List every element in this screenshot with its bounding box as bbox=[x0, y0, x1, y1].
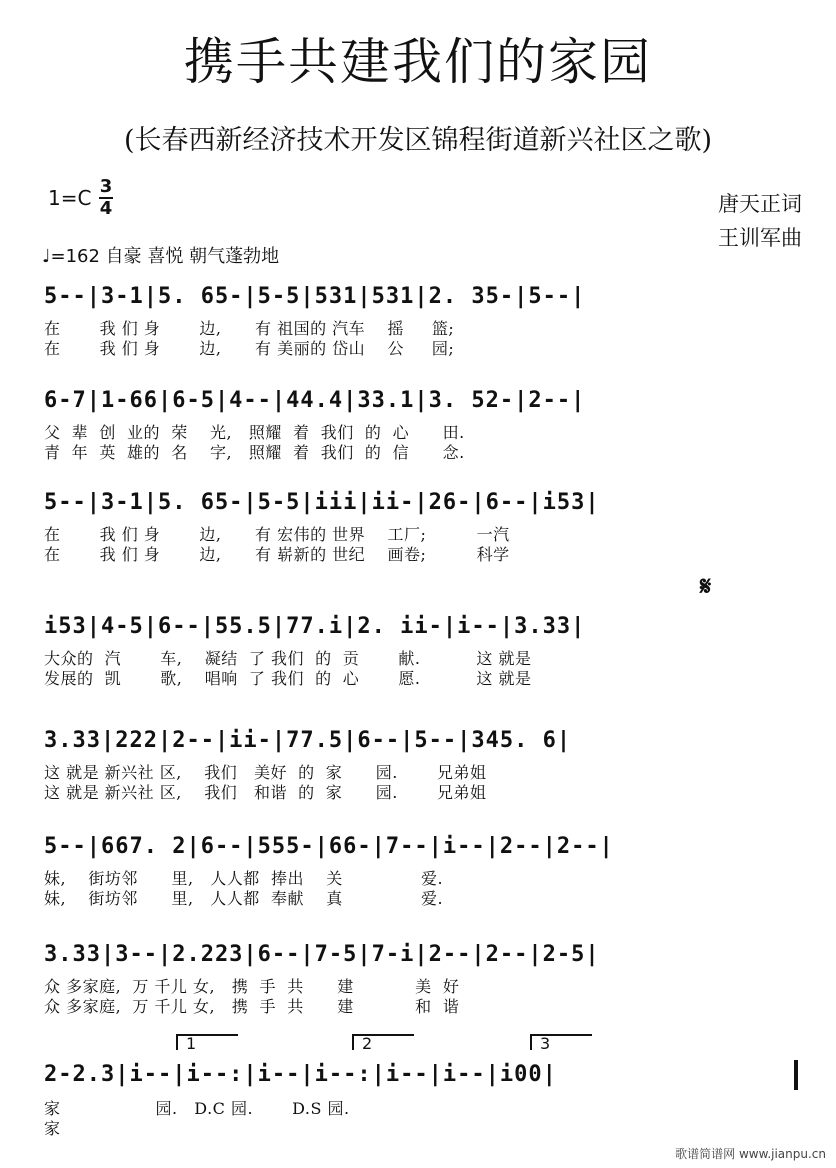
notation-line bbox=[40, 726, 810, 762]
jianpu-notes: 5--|3-1|5. 65-|5-5|531|531|2. 35-|5--| bbox=[44, 284, 586, 309]
lyrics-verse-1: 家 园. D.C 园. D.S 园. bbox=[44, 1099, 350, 1118]
site-watermark: 歌谱简谱网 www.jianpu.cn bbox=[675, 1147, 826, 1161]
lyrics-verse-2: 在 我 们 身 边, 有 崭新的 世纪 画卷; 科学 bbox=[44, 545, 510, 564]
lyrics-verse-2: 在 我 们 身 边, 有 美丽的 岱山 公 园; bbox=[44, 339, 455, 358]
lyrics-verse-2: 这 就是 新兴社 区, 我们 和谐 的 家 园. 兄弟姐 bbox=[44, 783, 487, 802]
volta-2: 2 bbox=[352, 1034, 414, 1050]
song-subtitle: (长春西新经济技术开发区锦程街道新兴社区之歌) bbox=[123, 125, 713, 156]
lyricist-credit: 唐天正词 bbox=[718, 192, 802, 216]
lyrics-verse-1: 在 我 们 身 边, 有 宏伟的 世界 工厂; 一汽 bbox=[44, 525, 510, 544]
time-signature-bottom: 4 bbox=[99, 198, 113, 219]
lyrics-verse-2: 众 多家庭, 万 千儿 女, 携 手 共 建 和 谐 bbox=[44, 997, 460, 1016]
lyrics-verse-2: 妹, 街坊邻 里, 人人都 奉献 真 爱. bbox=[44, 889, 444, 908]
time-signature bbox=[99, 178, 113, 218]
lyrics-verse-1: 父 辈 创 业的 荣 光, 照耀 着 我们 的 心 田. bbox=[44, 423, 465, 442]
jianpu-notes: i53|4-5|6--|55.5|77.i|2. ii-|i--|3.33| bbox=[44, 614, 586, 639]
jianpu-notes: 5--|667. 2|6--|555-|66-|7--|i--|2--|2--| bbox=[44, 834, 614, 859]
final-barline bbox=[794, 1060, 798, 1090]
jianpu-notes: 3.33|222|2--|ii-|77.5|6--|5--|345. 6| bbox=[44, 728, 572, 753]
lyrics-verse-1: 众 多家庭, 万 千儿 女, 携 手 共 建 美 好 bbox=[44, 977, 460, 996]
lyrics-verse-2: 家 bbox=[44, 1119, 61, 1138]
jianpu-notes: 6-7|1-66|6-5|4--|44.4|33.1|3. 52-|2--| bbox=[44, 388, 586, 413]
lyrics-verse-1: 大众的 汽 车, 凝结 了 我们 的 贡 献. 这 就是 bbox=[44, 649, 532, 668]
volta-3: 3 bbox=[530, 1034, 592, 1050]
lyrics-verse-2: 发展的 凯 歌, 唱响 了 我们 的 心 愿. 这 就是 bbox=[44, 669, 532, 688]
composer-credit: 王训军曲 bbox=[718, 226, 802, 250]
time-signature-top: 3 bbox=[99, 176, 113, 197]
lyrics-verse-1: 妹, 街坊邻 里, 人人都 捧出 关 爱. bbox=[44, 869, 444, 888]
lyrics-verse-2: 青 年 英 雄的 名 字, 照耀 着 我们 的 信 念. bbox=[44, 443, 465, 462]
segno-sign: 𝄋 bbox=[700, 572, 712, 602]
jianpu-notes: 5--|3-1|5. 65-|5-5|iii|ii-|26-|6--|i53| bbox=[44, 490, 600, 515]
notation-line bbox=[40, 488, 810, 524]
notation-line bbox=[40, 612, 810, 648]
notation-line bbox=[40, 832, 810, 868]
lyrics-verse-1: 在 我 们 身 边, 有 祖国的 汽车 摇 篮; bbox=[44, 319, 455, 338]
jianpu-notes: 3.33|3--|2.223|6--|7-5|7-i|2--|2--|2-5| bbox=[44, 942, 600, 967]
notation-line bbox=[40, 282, 810, 318]
lyrics-verse-1: 这 就是 新兴社 区, 我们 美好 的 家 园. 兄弟姐 bbox=[44, 763, 487, 782]
notation-line bbox=[40, 386, 810, 422]
key-signature: 1=C bbox=[48, 186, 92, 210]
song-title: 携手共建我们的家园 bbox=[184, 33, 652, 91]
jianpu-notes: 2-2.3|i--|i--:|i--|i--:|i--|i--|i00| bbox=[44, 1062, 557, 1087]
volta-1: 1 bbox=[176, 1034, 238, 1050]
tempo-marking: ♩=162 自豪 喜悦 朝气蓬勃地 bbox=[42, 246, 280, 267]
notation-line bbox=[40, 1060, 810, 1096]
notation-line bbox=[40, 940, 810, 976]
